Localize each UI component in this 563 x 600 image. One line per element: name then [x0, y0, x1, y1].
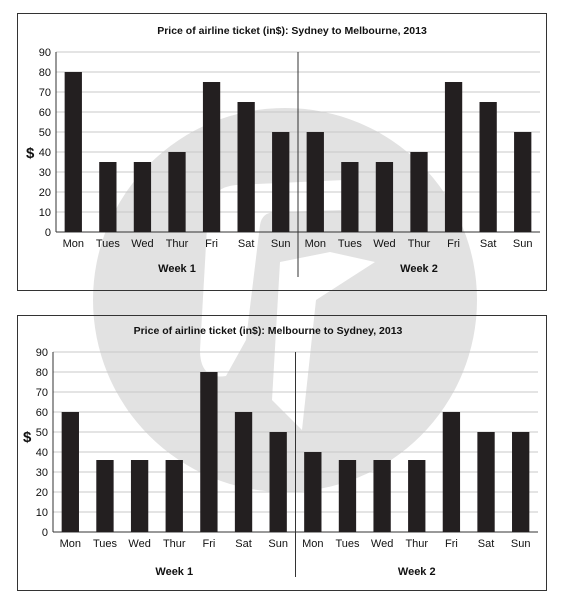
bar-thur-3	[166, 460, 183, 532]
x-tick-label: Wed	[131, 238, 154, 250]
bar-wed-9	[373, 460, 390, 532]
y-tick-label: 90	[35, 347, 48, 359]
y-tick-label: 40	[35, 447, 48, 459]
y-tick-label: 20	[38, 187, 51, 199]
x-tick-label: Thur	[162, 538, 186, 550]
x-tick-label: Mon	[59, 538, 82, 550]
y-tick-label: 80	[35, 367, 48, 379]
x-tick-label: Sun	[270, 238, 291, 250]
bar-chart-sydney-to-melbourne	[18, 14, 546, 290]
y-tick-label: 40	[38, 147, 51, 159]
bar-tues-1	[99, 162, 116, 232]
x-tick-label: Mon	[304, 238, 326, 250]
x-tick-label: Mon	[302, 538, 324, 550]
bar-sat-12	[480, 102, 497, 232]
bar-mon-7	[307, 132, 324, 232]
x-tick-label: Tues	[92, 538, 117, 550]
bar-thur-3	[168, 152, 185, 232]
y-tick-label: 50	[38, 127, 51, 139]
y-tick-label: 60	[35, 407, 48, 419]
bar-sat-5	[235, 412, 252, 532]
y-tick-label: 0	[41, 527, 48, 539]
y-axis-label: $	[26, 145, 35, 162]
bar-sun-13	[512, 432, 529, 532]
y-tick-label: 90	[38, 47, 51, 59]
bar-wed-2	[131, 460, 148, 532]
y-tick-label: 50	[35, 427, 48, 439]
y-tick-label: 80	[38, 67, 51, 79]
bar-wed-9	[376, 162, 393, 232]
x-tick-label: Fri	[202, 538, 216, 550]
bar-tues-1	[96, 460, 113, 532]
bar-mon-7	[304, 452, 321, 532]
bar-fri-4	[203, 82, 220, 232]
bar-tues-8	[339, 460, 356, 532]
x-tick-label: Thur	[405, 538, 429, 550]
x-tick-label: Thur	[407, 238, 431, 250]
group-label-week-1: Week 1	[155, 566, 194, 578]
y-tick-label: 10	[35, 507, 48, 519]
x-tick-label: Mon	[62, 238, 84, 250]
bar-sun-6	[272, 132, 289, 232]
x-tick-label: Wed	[370, 538, 394, 550]
y-tick-label: 70	[35, 387, 48, 399]
group-label-week-2: Week 2	[400, 263, 438, 275]
bar-sat-5	[238, 102, 255, 232]
bar-wed-2	[134, 162, 151, 232]
x-tick-label: Sun	[512, 238, 533, 250]
x-tick-label: Wed	[128, 538, 151, 550]
y-tick-label: 0	[44, 227, 51, 239]
bar-fri-11	[443, 412, 460, 532]
x-tick-label: Sat	[237, 238, 255, 250]
y-tick-label: 60	[38, 107, 51, 119]
x-tick-label: Tues	[337, 238, 362, 250]
y-tick-label: 10	[38, 207, 51, 219]
bar-fri-11	[445, 82, 462, 232]
chart-title: Price of airline ticket (in$): Melbourne to Sydney, 2013	[133, 325, 403, 337]
y-tick-label: 20	[35, 487, 48, 499]
chart-panel-sydney-to-melbourne	[17, 13, 547, 291]
bar-fri-4	[200, 372, 217, 532]
x-tick-label: Wed	[373, 238, 396, 250]
x-tick-label: Thur	[165, 238, 189, 250]
group-label-week-2: Week 2	[397, 566, 436, 578]
x-tick-label: Sat	[477, 538, 495, 550]
group-label-week-1: Week 1	[158, 263, 196, 275]
y-tick-label: 70	[38, 87, 51, 99]
x-tick-label: Sat	[479, 238, 497, 250]
bar-sun-13	[514, 132, 531, 232]
x-tick-label: Sat	[235, 538, 252, 550]
bar-sat-12	[477, 432, 494, 532]
bar-mon-0	[62, 412, 79, 532]
bar-mon-0	[65, 72, 82, 232]
bar-thur-10	[408, 460, 425, 532]
x-tick-label: Sun	[268, 538, 288, 550]
y-tick-label: 30	[38, 167, 51, 179]
chart-panel-melbourne-to-sydney	[17, 315, 547, 591]
bar-tues-8	[341, 162, 358, 232]
x-tick-label: Tues	[335, 538, 360, 550]
y-tick-label: 30	[35, 467, 48, 479]
y-axis-label: $	[23, 429, 32, 446]
bar-thur-10	[410, 152, 427, 232]
x-tick-label: Fri	[447, 238, 460, 250]
bar-chart-melbourne-to-sydney	[18, 316, 546, 590]
x-tick-label: Fri	[205, 238, 218, 250]
bar-sun-6	[270, 432, 287, 532]
chart-title: Price of airline ticket (in$): Sydney to Melbourne, 2013	[157, 25, 427, 37]
x-tick-label: Sun	[510, 538, 531, 550]
x-tick-label: Tues	[95, 238, 120, 250]
x-tick-label: Fri	[444, 538, 458, 550]
